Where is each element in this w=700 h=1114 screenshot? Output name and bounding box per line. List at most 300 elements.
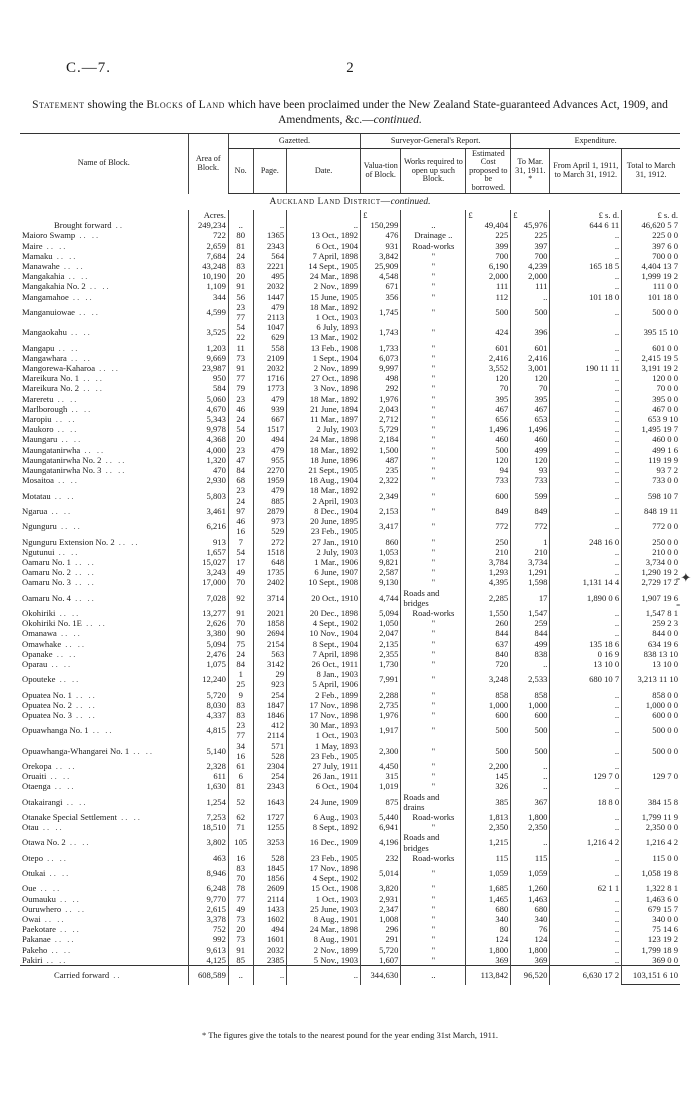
table-row (20, 302, 680, 322)
gazette-date: 4 Sept., 1902 (287, 618, 361, 628)
gazette-date: 20 Dec., 1898 (287, 608, 361, 618)
estimated-cost: 3,248 (466, 669, 511, 689)
block-name: Orekopa .. .. (22, 760, 77, 771)
table-row (20, 618, 680, 628)
works-required: " (401, 251, 466, 261)
expenditure-to-1911: 500 (511, 302, 550, 322)
expenditure-total: 500 0 0 (622, 302, 680, 322)
block-area: 1,254 (188, 792, 228, 812)
expenditure-from-1911: 248 16 0 (550, 537, 622, 547)
block-area: 7,253 (188, 812, 228, 822)
expenditure-total: 1,290 19 2 (622, 567, 680, 577)
gazette-page: 1773 (253, 383, 287, 393)
gazette-page: 1727 (253, 812, 287, 822)
table-row (20, 363, 680, 373)
gazette-page: 2609 (253, 883, 287, 893)
block-name: Maungaru .. .. (22, 434, 83, 445)
expenditure-to-1911: 120 (511, 455, 550, 465)
gazette-date: 6 Oct., 1904 (287, 781, 361, 791)
gazette-no: 83 (228, 710, 253, 720)
valuation: 2,587 (361, 567, 401, 577)
expenditure-from-1911: .. (550, 628, 622, 638)
valuation: 5,094 (361, 608, 401, 618)
works-required: " (401, 537, 466, 547)
block-name: Ngarua .. .. (22, 505, 73, 516)
block-name: Omawhake .. .. (22, 638, 87, 649)
expenditure-from-1911: .. (550, 761, 622, 771)
block-name: Opanake .. .. (22, 648, 78, 659)
block-name: Ngunguru Extension No. 2 .. .. (22, 536, 140, 547)
expenditure-to-1911: .. (511, 292, 550, 302)
margin-mark-right-2: - (676, 596, 681, 611)
gazette-no: 91 (228, 281, 253, 291)
expenditure-from-1911: 6,630 17 2 (550, 966, 622, 985)
block-area: 4,599 (188, 302, 228, 322)
expenditure-from-1911: .. (550, 700, 622, 710)
block-name: Paekotare .. .. (22, 924, 81, 935)
expenditure-total: 1,216 4 2 (622, 832, 680, 852)
gazette-page: 2402 (253, 577, 287, 587)
expenditure-to-1911: 733 (511, 475, 550, 485)
valuation: 344,630 (361, 966, 401, 985)
works-required: .. (401, 966, 466, 985)
table-row (20, 649, 680, 659)
block-area: 5,720 (188, 690, 228, 700)
expenditure-from-1911: .. (550, 434, 622, 444)
gazette-no: 90 (228, 628, 253, 638)
col-date: Date. (287, 149, 361, 194)
table-row (20, 924, 680, 934)
gazette-date: 17 Nov., 1898 (287, 710, 361, 720)
valuation: 2,288 (361, 690, 401, 700)
expenditure-total: 119 19 9 (622, 455, 680, 465)
expenditure-total: 1,907 19 6 (622, 588, 680, 608)
estimated-cost: 145 (466, 771, 511, 781)
table-row (20, 220, 680, 230)
estimated-cost: 733 (466, 475, 511, 485)
works-required: " (401, 690, 466, 700)
valuation: 2,135 (361, 639, 401, 649)
table-row (20, 343, 680, 353)
table-row (20, 475, 680, 485)
gazette-date: 26 Jan., 1911 (287, 771, 361, 781)
works-required: " (401, 934, 466, 944)
gazette-page: 2385 (253, 955, 287, 966)
block-name: Mangakahia .. .. (22, 271, 90, 282)
gazette-no: 16 (228, 853, 253, 863)
gazette-page: 29 923 (253, 669, 287, 689)
block-name: Brought forward .. (54, 220, 124, 231)
gazette-no: 91 (228, 608, 253, 618)
expenditure-from-1911: .. (550, 567, 622, 577)
gazette-page: 1602 (253, 914, 287, 924)
valuation: 2,355 (361, 649, 401, 659)
block-area: 584 (188, 383, 228, 393)
expenditure-to-1911: 124 (511, 934, 550, 944)
gazette-no: 24 (228, 414, 253, 424)
table-row (20, 230, 680, 240)
expenditure-total: 3,734 0 0 (622, 557, 680, 567)
expenditure-total: 598 10 7 (622, 485, 680, 505)
block-area: 5,343 (188, 414, 228, 424)
expenditure-to-1911: 1 (511, 537, 550, 547)
valuation: 2,322 (361, 475, 401, 485)
works-required: " (401, 720, 466, 740)
expenditure-total: 259 2 3 (622, 618, 680, 628)
table-row (20, 628, 680, 638)
block-area: 7,028 (188, 588, 228, 608)
block-name: Motatau .. .. (22, 490, 76, 501)
gazette-page: 1643 (253, 792, 287, 812)
works-required: " (401, 373, 466, 383)
expenditure-to-1911: 601 (511, 343, 550, 353)
page-number: 2 (346, 60, 354, 76)
expenditure-from-1911: .. (550, 404, 622, 414)
table-row (20, 955, 680, 966)
estimated-cost: 680 (466, 904, 511, 914)
estimated-cost: 601 (466, 343, 511, 353)
gazette-date: 27 Oct., 1898 (287, 373, 361, 383)
expenditure-to-1911: 849 (511, 506, 550, 516)
statement-lead: Statement (32, 99, 85, 111)
expenditure-from-1911: 1,890 0 6 (550, 588, 622, 608)
gazette-page: 939 (253, 404, 287, 414)
estimated-cost: 467 (466, 404, 511, 414)
table-row (20, 465, 680, 475)
expenditure-from-1911: 13 10 0 (550, 659, 622, 669)
block-area: 2,626 (188, 618, 228, 628)
block-area: 9,770 (188, 894, 228, 904)
expenditure-from-1911: 18 8 0 (550, 792, 622, 812)
gazette-page: 494 (253, 924, 287, 934)
expenditure-from-1911: .. (550, 720, 622, 740)
gazette-page: 2021 (253, 608, 287, 618)
valuation: 2,712 (361, 414, 401, 424)
expenditure-total: 844 0 0 (622, 628, 680, 638)
group-expenditure: Expenditure. (511, 134, 680, 149)
expenditure-to-1911: 1,260 (511, 883, 550, 893)
expenditure-total: 1,799 18 9 (622, 945, 680, 955)
expenditure-total: 4,404 13 7 (622, 261, 680, 271)
gazette-page: 2694 (253, 628, 287, 638)
expenditure-to-1911: .. (511, 781, 550, 791)
expenditure-total: 1,547 8 1 (622, 608, 680, 618)
gazette-no: 61 (228, 761, 253, 771)
expenditure-from-1911: .. (550, 251, 622, 261)
expenditure-total: 340 0 0 (622, 914, 680, 924)
block-name: Mangapu .. .. (22, 342, 80, 353)
works-required: Roads and bridges (401, 588, 466, 608)
works-required: Road-works (401, 812, 466, 822)
gazette-page: 3253 (253, 832, 287, 852)
gazette-no: 83 70 (228, 863, 253, 883)
works-required: " (401, 281, 466, 291)
gazette-date: 24 Mar., 1898 (287, 434, 361, 444)
block-area: 4,337 (188, 710, 228, 720)
expenditure-total: 733 0 0 (622, 475, 680, 485)
valuation: 6,073 (361, 353, 401, 363)
gazette-date: 24 Mar., 1898 (287, 924, 361, 934)
table-row (20, 271, 680, 281)
gazette-page: 1846 (253, 710, 287, 720)
gazette-date: .. (287, 966, 361, 985)
expenditure-total: 601 0 0 (622, 343, 680, 353)
works-required: " (401, 567, 466, 577)
block-name: Mangamahoe .. .. (22, 291, 94, 302)
block-area: 722 (188, 230, 228, 240)
gazette-page: 2114 (253, 894, 287, 904)
valuation: 3,820 (361, 883, 401, 893)
gazette-no: 91 (228, 945, 253, 955)
valuation: 2,047 (361, 628, 401, 638)
block-name: Mosaitoa .. .. (22, 475, 79, 486)
valuation: 1,008 (361, 914, 401, 924)
expenditure-total: 679 15 7 (622, 904, 680, 914)
block-name: Oparau .. .. (22, 658, 73, 669)
works-required: " (401, 353, 466, 363)
estimated-cost: 120 (466, 373, 511, 383)
expenditure-from-1911: .. (550, 781, 622, 791)
estimated-cost: 250 (466, 537, 511, 547)
gazette-no: 20 (228, 924, 253, 934)
gazette-no: 49 (228, 567, 253, 577)
gazette-page: 3142 (253, 659, 287, 669)
gazette-page: 2109 (253, 353, 287, 363)
block-area: 344 (188, 292, 228, 302)
table-row (20, 608, 680, 618)
gazette-no: 75 (228, 639, 253, 649)
valuation: 875 (361, 792, 401, 812)
block-name: Oamaru No. 4 .. .. (22, 592, 96, 603)
blocks-table (20, 133, 680, 985)
col-from-1911: From April 1, 1911, to March 31, 1912. (550, 149, 622, 194)
valuation: 9,997 (361, 363, 401, 373)
table-row (20, 251, 680, 261)
valuation: 1,053 (361, 547, 401, 557)
gazette-page: 2032 (253, 281, 287, 291)
col-valuation: Valua-tion of Block. (361, 149, 401, 194)
table-row (20, 812, 680, 822)
estimated-cost: 844 (466, 628, 511, 638)
expenditure-from-1911: .. (550, 373, 622, 383)
block-area: 9,978 (188, 424, 228, 434)
table-row (20, 669, 680, 689)
gazette-page: 1845 1856 (253, 863, 287, 883)
col-page: Page. (253, 149, 287, 194)
block-name: Manganuiowae .. .. (22, 306, 100, 317)
expenditure-from-1911: .. (550, 945, 622, 955)
gazette-page: 254 (253, 771, 287, 781)
expenditure-total: 46,620 5 7 (622, 220, 680, 230)
valuation: 4,196 (361, 832, 401, 852)
table-row (20, 710, 680, 720)
block-name: Otepo .. .. (22, 852, 68, 863)
table-row (20, 322, 680, 342)
expenditure-to-1911: 70 (511, 383, 550, 393)
estimated-cost: 1,293 (466, 567, 511, 577)
expenditure-to-1911: 1,291 (511, 567, 550, 577)
block-area: 10,190 (188, 271, 228, 281)
valuation: 9,821 (361, 557, 401, 567)
estimated-cost: 210 (466, 547, 511, 557)
expenditure-to-1911: 500 (511, 720, 550, 740)
block-area: 5,140 (188, 741, 228, 761)
works-required: " (401, 414, 466, 424)
gazette-page: 1518 (253, 547, 287, 557)
valuation: 4,450 (361, 761, 401, 771)
expenditure-total: 653 9 10 (622, 414, 680, 424)
expenditure-to-1911: 367 (511, 792, 550, 812)
block-area: 9,613 (188, 945, 228, 955)
gazette-no: 92 (228, 588, 253, 608)
block-name: Otawa No. 2 .. .. (22, 837, 91, 848)
gazette-date: 15 June, 1905 (287, 292, 361, 302)
estimated-cost: 80 (466, 924, 511, 934)
block-area: 1,203 (188, 343, 228, 353)
block-area: 5,803 (188, 485, 228, 505)
gazette-no: 91 (228, 363, 253, 373)
block-area: 3,243 (188, 567, 228, 577)
expenditure-to-1911: 4,239 (511, 261, 550, 271)
works-required: Road-works (401, 241, 466, 251)
expenditure-from-1911: .. (550, 394, 622, 404)
expenditure-total: 120 0 0 (622, 373, 680, 383)
expenditure-total: 1,058 19 8 (622, 863, 680, 883)
valuation: 356 (361, 292, 401, 302)
works-required: " (401, 894, 466, 904)
estimated-cost: 2,416 (466, 353, 511, 363)
valuation: 1,730 (361, 659, 401, 669)
expenditure-to-1911: 259 (511, 618, 550, 628)
expenditure-total: 467 0 0 (622, 404, 680, 414)
expenditure-from-1911: .. (550, 353, 622, 363)
gazette-date: 1 Mar., 1906 (287, 557, 361, 567)
block-name: Maungatanirwha No. 3 .. .. (22, 465, 127, 476)
block-name: Maukoro .. .. (22, 424, 79, 435)
expenditure-total: 460 0 0 (622, 434, 680, 444)
gazette-page: 412 2114 (253, 720, 287, 740)
document-reference: C.—7. (66, 60, 112, 76)
gazette-no: 49 (228, 904, 253, 914)
gazette-date: 23 Feb., 1905 (287, 853, 361, 863)
gazette-no: 77 (228, 894, 253, 904)
table-row (20, 516, 680, 536)
expenditure-total: 858 0 0 (622, 690, 680, 700)
gazette-no: 23 77 (228, 302, 253, 322)
expenditure-from-1911: .. (550, 506, 622, 516)
expenditure-to-1911: 1,496 (511, 424, 550, 434)
expenditure-to-1911: 369 (511, 955, 550, 966)
works-required: " (401, 292, 466, 302)
table-row (20, 353, 680, 363)
expenditure-from-1911: .. (550, 894, 622, 904)
estimated-cost: 2,200 (466, 761, 511, 771)
expenditure-from-1911: .. (550, 547, 622, 557)
gazette-page: 479 (253, 445, 287, 455)
table-row (20, 537, 680, 547)
expenditure-from-1911: 680 10 7 (550, 669, 622, 689)
expenditure-total: 500 0 0 (622, 741, 680, 761)
block-area: 15,027 (188, 557, 228, 567)
table-row (20, 883, 680, 893)
block-name: Pakiri .. .. (22, 954, 68, 965)
gazette-no: 83 (228, 700, 253, 710)
table-row (20, 781, 680, 791)
unit-total: £ s. d. (622, 210, 680, 220)
expenditure-total: 634 19 6 (622, 639, 680, 649)
expenditure-total: 111 0 0 (622, 281, 680, 291)
block-area: 3,378 (188, 914, 228, 924)
estimated-cost: 424 (466, 322, 511, 342)
expenditure-to-1911: 844 (511, 628, 550, 638)
gazette-no: 6 (228, 771, 253, 781)
gazette-date: 2 July, 1903 (287, 547, 361, 557)
valuation: 1,976 (361, 394, 401, 404)
gazette-no: 47 (228, 455, 253, 465)
units-row (20, 210, 680, 220)
block-area: 470 (188, 465, 228, 475)
expenditure-to-1911: 460 (511, 434, 550, 444)
block-area: 9,669 (188, 353, 228, 363)
gazette-date: 18 Mar., 1892 1 Oct., 1903 (287, 302, 361, 322)
works-required: " (401, 343, 466, 353)
expenditure-from-1911: .. (550, 955, 622, 966)
works-required: " (401, 945, 466, 955)
valuation: 1,745 (361, 302, 401, 322)
estimated-cost: 600 (466, 485, 511, 505)
valuation: 1,976 (361, 710, 401, 720)
col-name: Name of Block. (20, 134, 188, 194)
gazette-no: 62 (228, 812, 253, 822)
valuation: 4,744 (361, 588, 401, 608)
block-name: Oue .. .. (22, 883, 62, 894)
valuation: 7,991 (361, 669, 401, 689)
gazette-no: 105 (228, 832, 253, 852)
works-required: " (401, 424, 466, 434)
expenditure-to-1911: 1,059 (511, 863, 550, 883)
estimated-cost: 1,550 (466, 608, 511, 618)
works-required: Road-works (401, 853, 466, 863)
expenditure-to-1911: 499 (511, 639, 550, 649)
expenditure-to-1911: 499 (511, 445, 550, 455)
gazette-page: 2154 (253, 639, 287, 649)
expenditure-to-1911: .. (511, 761, 550, 771)
gazette-page: 479 (253, 394, 287, 404)
block-area: 3,802 (188, 832, 228, 852)
estimated-cost: 858 (466, 690, 511, 700)
works-required: " (401, 302, 466, 322)
block-name: Maungatanirwha No. 2 .. .. (22, 454, 127, 465)
estimated-cost: 3,784 (466, 557, 511, 567)
expenditure-total: 3,191 19 2 (622, 363, 680, 373)
block-area: 4,125 (188, 955, 228, 966)
expenditure-to-1911: 680 (511, 904, 550, 914)
valuation: 315 (361, 771, 401, 781)
valuation: 5,720 (361, 945, 401, 955)
table-row (20, 394, 680, 404)
gazette-page: 3714 (253, 588, 287, 608)
gazette-page: 1255 (253, 822, 287, 832)
block-area: 913 (188, 537, 228, 547)
expenditure-total: 1,463 6 0 (622, 894, 680, 904)
footnote: * The figures give the totals to the nearest pound for the year ending 31st March, 1911. (201, 1030, 498, 1040)
valuation: 1,607 (361, 955, 401, 966)
block-name: Omanawa .. .. (22, 628, 82, 639)
estimated-cost: 111 (466, 281, 511, 291)
gazette-no: 1 25 (228, 669, 253, 689)
expenditure-to-1911: 45,976 (511, 220, 550, 230)
block-area: 5,094 (188, 639, 228, 649)
